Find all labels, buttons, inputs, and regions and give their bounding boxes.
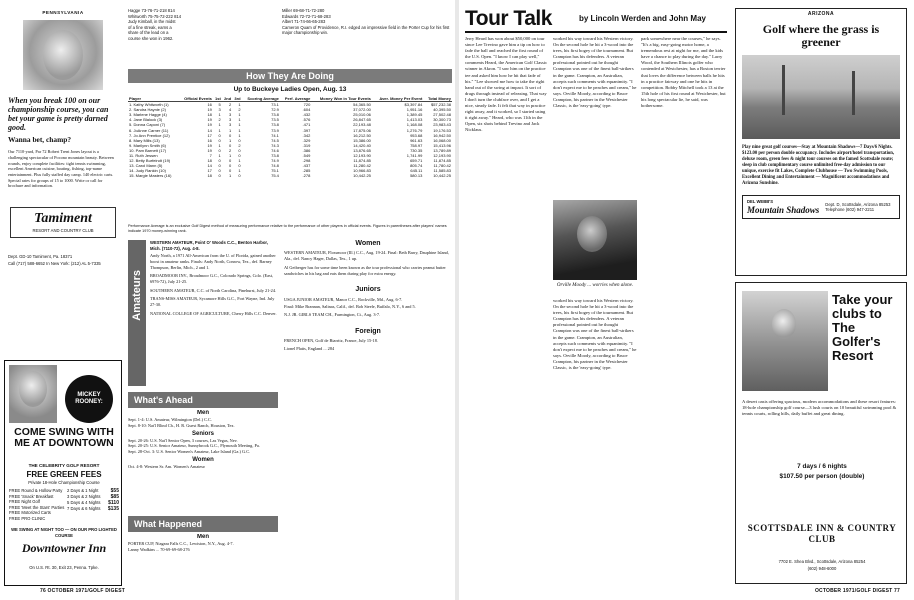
downtowner-address: On U.S. Rt. 30, Exit 23, Penna. Tpke.	[29, 565, 99, 570]
table-cell: 73.8	[271, 112, 279, 118]
mickey-rooney-badge	[65, 375, 113, 423]
table-cell: 1	[228, 153, 232, 159]
tour-talk-rule	[465, 31, 727, 33]
right-folio: OCTOBER 1971/GOLF DIGEST 77	[814, 588, 900, 594]
palm-tree-icon	[782, 65, 785, 115]
table-cell: 580.13	[410, 173, 423, 179]
ahead-item: Oct. 4-8: Western Sr. Am. Women's Amateur	[128, 464, 205, 470]
table-cell: 1	[218, 142, 221, 148]
amateur-item: SOUTHERN AMATEUR, C.C. of North Carolina, Pinehurst, July 21-24.	[150, 287, 277, 293]
table-cell: 74.3	[271, 142, 279, 148]
golf-course-photo	[742, 55, 900, 139]
table-cell: 12,193.90	[353, 153, 371, 159]
junior-item: N.J. JR. GIRLS TEAM CH., Farmington, Ct., Aug. 3-7.	[284, 312, 381, 317]
perk-item: FREE PRO CLINIC	[9, 515, 46, 521]
resort-golfer-figure	[772, 309, 796, 339]
table-cell: 3	[228, 117, 232, 123]
table-cell: 1,168.08	[406, 122, 423, 128]
tamiment-state: PENNSYLVANIA	[42, 10, 84, 15]
perks-list	[9, 488, 65, 522]
col-header: Official Events	[179, 96, 213, 102]
result-line: share of the lead on a	[128, 30, 169, 36]
table-cell: 1	[238, 132, 241, 138]
table-cell: 2. Sandra Haynie (2)	[129, 107, 166, 113]
table-cell: .549	[302, 153, 311, 159]
table-cell: 22,193.48	[353, 122, 371, 128]
earnings-body	[128, 102, 452, 179]
table-cell: 73.5	[271, 117, 279, 123]
tamiment-subhead: Wanna bet, champ?	[8, 135, 72, 145]
table-cell: 3	[218, 107, 221, 113]
table-cell: 659.71	[410, 158, 423, 164]
table-cell: 0	[238, 153, 241, 159]
table-cell: 73.9	[271, 127, 279, 133]
table-cell: 9. Marilynn Smith (6)	[129, 142, 166, 148]
table-cell: 19	[207, 142, 212, 148]
table-cell: 73.1	[271, 102, 279, 108]
how-they-are-doing-banner: How They Are Doing	[128, 69, 452, 83]
rate-label: 5 Days & 4 Nights	[67, 500, 101, 505]
women-results-label: Women	[355, 240, 381, 247]
table-cell: 0	[228, 132, 232, 138]
table-cell: 19	[207, 107, 212, 113]
col-header: Total Money	[423, 96, 452, 102]
table-cell: 19	[207, 122, 212, 128]
what-happened-banner: What Happened	[128, 516, 278, 532]
table-cell: 15,413.96	[433, 142, 451, 148]
earnings-subtitle: Up to Buckeye Ladies Open, Aug. 13	[233, 86, 347, 93]
table-cell: 73.8	[271, 122, 279, 128]
arizona-label: ARIZONA	[807, 11, 835, 17]
tamiment-logo	[10, 207, 116, 237]
table-cell: 17	[207, 132, 212, 138]
table-cell: 0	[238, 147, 241, 153]
table-cell: .298	[302, 158, 311, 164]
resort-special: 7 days / 6 nights	[797, 463, 847, 470]
women-label: Women	[192, 456, 214, 463]
mickey-rooney-photo	[9, 365, 57, 423]
free-green-fees-sub: Private 18-Hole Championship Course	[28, 480, 100, 485]
amateur-item: NATIONAL COLLEGE OF AGRICULTURE, Cherry Hills C.C. Denver.	[150, 310, 277, 316]
ahead-item: Sept. 1-4: U.S. Amateur, Wilmington (Del.) C.C.	[128, 417, 212, 423]
foreign-item: FRENCH OPEN, Golf de Biarritz, France, July 15-18.	[284, 338, 378, 344]
table-cell: 1	[238, 168, 241, 174]
table-cell: 805.74	[410, 163, 423, 169]
table-cell: 17,875.06	[353, 127, 371, 133]
table-cell: .471	[302, 122, 311, 128]
result-line: course she won in 1962.	[128, 35, 174, 41]
table-cell: 14	[207, 127, 212, 133]
table-cell: 13. Carol Mann (5)	[129, 163, 163, 169]
result-line: Hagge 73-76-71-218 814	[128, 8, 175, 13]
table-cell: 6. JoAnne Carner (11)	[129, 127, 169, 133]
table-cell: 961.63	[410, 137, 423, 143]
col-header: Scoring Average	[242, 96, 280, 102]
arizona-body: Play nine great golf courses—Stay at Mountain Shadows—7 Days/6 Nights. $123.00 per person double occupancy. Includes airport/hotel transportation, deluxe room, green fees & night tour courses on the famed Scottsdale route; sleep in club complimentary course unlimited free-day admission to our unique, exercise fit Lakes, Complete Clubhouse — Two Swimming Pools, Excellent Dining and Entertainment — Magnificent accommodations and Arizona Sunshine.	[742, 145, 895, 186]
table-cell: 23,983.43	[433, 122, 451, 128]
earnings-table	[128, 96, 452, 179]
table-cell: 10. Pam Barnett (17)	[129, 147, 167, 153]
table-cell: 953.68	[410, 132, 423, 138]
table-cell: 16,068.00	[433, 137, 451, 143]
table-cell: 0	[218, 132, 221, 138]
table-cell: .285	[302, 168, 311, 174]
table-cell: 26,847.65	[353, 117, 371, 123]
table-cell: $3,397.84	[404, 102, 423, 108]
amateur-item: BROADMOOR INV., Broadmoor G.C., Colorado Springs, Colo. (East, 6976-72), July 21-25.	[150, 273, 273, 284]
table-cell: 2	[228, 102, 232, 108]
ahead-item: Sept. 20-26: U.S. Nat'l Senior Open, 3 courses, Las Vegas, Nev.	[128, 437, 238, 443]
free-green-fees: FREE GREEN FEES	[26, 470, 102, 479]
tamiment-headline: When you break 100 on our championship course, you can bet your game is pretty darned good.	[8, 95, 109, 133]
junior-item: USGA JUNIOR AMATEUR, Manor C.C., Rockville, Md., Aug. 6-7.	[284, 296, 403, 302]
resort-phone: (602) 948-6000	[807, 566, 837, 571]
table-cell: 75.1	[271, 168, 279, 174]
downtowner-headline: COME SWING WITH ME AT DOWNTOWN	[14, 426, 114, 449]
rate-label: 7 Days & 6 Nights	[67, 506, 101, 511]
result-line: Albert 71-74-66-65-283	[282, 19, 326, 25]
result-line: Judy Kimball, in the midst	[128, 19, 176, 25]
what-happened-column	[128, 534, 278, 582]
arizona-headline: Golf where the grass is greener	[762, 22, 880, 49]
table-cell: 10,966.83	[353, 168, 371, 174]
table-cell: 0	[218, 163, 221, 169]
table-cell: 0	[218, 158, 221, 164]
table-cell: 13,876.65	[353, 147, 371, 153]
table-cell: 0	[218, 168, 221, 174]
table-cell: 1	[228, 173, 232, 179]
table-cell: 720	[303, 102, 311, 108]
rate-price: $135	[107, 506, 119, 512]
col-header: 1st	[213, 96, 222, 102]
table-cell: 18	[207, 173, 212, 179]
resort-address: 7702 E. Shea Blvd., Scottsdale, Arizona 85254	[778, 559, 866, 564]
table-cell: 3. Marlene Hagge (4)	[129, 112, 167, 118]
table-cell: 27,502.48	[433, 112, 451, 118]
right-page	[457, 0, 914, 600]
table-cell: 7. Jo Ann Prentice (12)	[129, 132, 170, 138]
downtowner-subhead: THE CELEBRITY GOLF RESORT	[28, 463, 100, 468]
table-cell: 0	[228, 168, 232, 174]
women-result-item: Al Geiberger has for some time been known as the tour professional who carries peanut butter sandwiches in his bag and eats them during play for extra energy.	[284, 264, 446, 276]
table-cell: 16,212.50	[353, 132, 371, 138]
table-cell: 1,741.99	[406, 153, 423, 159]
mountain-shadows-ad[interactable]	[735, 8, 907, 276]
col-header: Player	[128, 96, 179, 102]
table-cell: 74.6	[271, 147, 279, 153]
table-cell: 11,780.42	[433, 163, 451, 169]
table-cell: 11,874.85	[353, 158, 371, 164]
table-cell: 15,386.00	[353, 137, 371, 143]
rate-price: $85	[110, 494, 119, 500]
table-cell: 54,365.50	[353, 102, 371, 108]
table-cell: 19	[207, 117, 212, 123]
logo-text: Mountain Shadows	[747, 204, 820, 215]
tamiment-body: Our 7110-yard, Par 72 Robert Trent Jones layout is a challenging spectacular of Pocono mountain beauty. Between rounds, enjoy complete facilities: tight tennis swimming, excellent American cuisine, boating, fishing, top-name entertainment. Plus fully staffed day camp. 140 electric carts. Special rates for groups of 15 to 1000. Write or call for brochure and information.	[8, 149, 114, 189]
table-cell: 19,176.53	[433, 127, 451, 133]
amateurs-text: Andy North, a 1971 All-American from the U. of Florida, gained another boost in amateur ranks. Finals: Andy North, Conrow, Tex., def. Barney Thompson, Berlin, Mich., 2 and 1.	[150, 253, 276, 270]
table-cell: 2	[238, 107, 241, 113]
table-cell: 16	[207, 102, 212, 108]
arizona-address: Dept. D, Scottsdale, Arizona 85253	[825, 201, 891, 207]
resort-price: $107.50 per person (double)	[779, 473, 865, 480]
table-cell: 0	[238, 137, 241, 143]
table-cell: 1	[218, 153, 221, 159]
table-cell: 1	[218, 127, 221, 133]
table-cell: 74.8	[271, 163, 279, 169]
rate-label: 2 Days & 1 Night	[67, 488, 99, 493]
downtowner-ad[interactable]	[4, 360, 122, 586]
table-cell: 1	[228, 127, 232, 133]
table-cell: 14,420.40	[353, 142, 371, 148]
rate-label: 3 Days & 2 Nights	[67, 494, 101, 499]
earnings-footnote: Performance Average is an exclusive Golf Digest method of measuring performance relative to the performance of other players in official events. Figures in parentheses after players' names indicate 1970 money-winning rank.	[128, 224, 447, 233]
rates-list	[67, 488, 119, 512]
col-header: 3rd	[232, 96, 241, 102]
table-cell: 11,874.85	[433, 158, 451, 164]
amateurs-headline: WESTERN AMATEUR, Point O' Woods C.C., Benton Harbor, Mich. (7110-72), Aug. 4-8.	[150, 240, 268, 251]
table-cell: 3	[228, 112, 232, 118]
tour-talk-title: Tour Talk	[465, 7, 552, 30]
table-cell: 1	[218, 122, 221, 128]
table-cell: 11. Ruth Jessen	[129, 153, 158, 159]
rate-price: $55	[110, 488, 119, 494]
table-cell: 1	[238, 127, 241, 133]
table-cell: 7	[209, 153, 212, 159]
tamiment-contact: Dept. GD-10 Tamiment, Pa. 18371	[8, 253, 73, 259]
result-line: Cameron Quam of Providence, R.I. edged an impressive field in the Porter Cup for his first major championship win.	[282, 24, 450, 36]
table-cell: 16	[207, 137, 212, 143]
table-cell: 18	[207, 158, 212, 164]
tour-talk-col-2-cont: worked his way toward his Western victory. On the second hole he hit a 3-wood into the trees, his first bogey of the tournament. But Crampton has his defenders. A veteran professional pointed out he thought Crampton was one of the finest ball-strikers in the game. Crampton, an Australian, accepts such comments with equanimity. "I don't expect me to be peaches and cream," he says. Orville Moody, according to Bruce Crampton, his partner in the Westchester Classic, is the 'easy-going' type.	[553, 298, 637, 371]
table-cell: 11,280.42	[353, 163, 371, 169]
orville-moody-photo	[553, 200, 637, 280]
col-header: Perf. Average	[280, 96, 311, 102]
photo-caption: Orville Moody ... worries when alone.	[556, 283, 634, 288]
table-cell: 8. Mary Mills (13)	[129, 137, 160, 143]
results-top-right	[282, 8, 452, 68]
table-cell: 10,442.25	[353, 173, 371, 179]
amateurs-band	[128, 240, 146, 386]
result-line: Whitworth 75-75-72-222 814	[128, 13, 182, 19]
col-header: 2nd	[222, 96, 232, 102]
tamiment-phone: Call (717) 588-6652 In New York: (212) AL 5-7335	[8, 261, 101, 267]
women-result-item: WESTERN AMATEUR, Flossmoor (Ill.) C.C., Aug. 19-24. Final: Beth Barry, Dauphine Island, Ala., def. Nancy Hager, Dallas, Tex., 1 up.	[284, 250, 449, 262]
tamiment-ad[interactable]	[4, 8, 122, 311]
foreign-label: Foreign	[355, 327, 381, 335]
table-cell: .329	[302, 137, 311, 143]
resort-headline: Take your clubs to The Golfer's Resort	[832, 292, 893, 363]
logo-pre: DEL WEBB'S	[747, 199, 774, 204]
table-cell: 25,010.06	[353, 112, 371, 118]
table-cell: .342	[302, 132, 311, 138]
result-line: Edwards 72-72-71-68-283	[282, 13, 331, 19]
table-cell: 730.35	[410, 147, 423, 153]
table-cell: 1	[238, 112, 241, 118]
tour-talk-col-3: park somewhere near the courses," he says. "It's a big, easy-going motor home, a tremendous rest at night for me, and the kids have a chance to play during the day." Larry Wood, the Southern Illinois golfer who contended at Westchester, has a Boston terrier that loves the difference between balls he hits in a practice fairway and one he hits in competition. Bobby Mitchell took a 13 at the 15th hole of his first round at Westchester, but his long spectacular lie, he said, was bothersome.	[641, 36, 726, 109]
table-cell: 30,300.73	[433, 117, 451, 123]
table-cell: .604	[302, 107, 311, 113]
perk-item: FREE Round & Hollow Party	[9, 488, 63, 493]
tour-talk-col-1: Jerry Heard has won about $50,000 on tour since Lee Trevino gave him a tip on how to fade the ball and reached the first round of the U.S. Open. "I know I can play well," comments Heard, the American Golf Classic winner in Akron. "I saw him on the practice tee and asked him how he hit that fade of his." "Lee showed me how to take the right hand out of the swing at impact. It sort of drags through instead of releasing. That way I don't turn the clubface over, and I get a nice, steady fade. It felt that way in practice right away, and it worked, so I started using it right away." Heard, who was 11th in the Open, six shots behind Trevino and Jack Nicklaus.	[465, 36, 548, 133]
resort-logo: SCOTTSDALE INN & COUNTRY CLUB	[747, 523, 897, 544]
men-label: Men	[197, 410, 209, 416]
table-cell: 37,072.00	[353, 107, 371, 113]
table-cell: 2	[228, 147, 232, 153]
table-cell: 0	[218, 173, 221, 179]
result-line: of a fine streak, earns a	[128, 24, 172, 30]
table-cell: 0	[218, 147, 221, 153]
resort-body: A desert oasis offering spacious, modern accommodations and these resort features: 18-hole championship golf course—3 lush courts on 10 beautiful swimming pool & tennis courts, rolling hills, daily buffet and great dining.	[742, 399, 897, 416]
scottsdale-inn-ad[interactable]	[735, 282, 907, 584]
table-cell: 19	[207, 147, 212, 153]
table-cell: 10,442.25	[433, 173, 451, 179]
happened-result: Lanny Wadkins ... 70-69-69-68-276	[128, 546, 190, 552]
tamiment-logo-sub: RESORT AND COUNTRY CLUB	[32, 227, 94, 233]
table-cell: 5. Donna Caponi (7)	[129, 122, 166, 128]
tour-talk-col-2: worked his way toward his Western victory. On the second hole he hit a 3-wood into the trees, his first bogey of the tournament. But Crampton has his defenders. A veteran professional pointed out he thought Crampton was one of the finest ball-strikers in the game. Crampton, an Australian, accepts such comments with equanimity. "I don't expect me to be peaches and cream," he says. Orville Moody, according to Bruce Crampton, his partner in the Westchester Classic, is the 'easy-going' type.	[553, 36, 637, 109]
table-cell: 1	[218, 112, 221, 118]
amateurs-label: Amateurs	[131, 270, 143, 321]
table-cell: 758.97	[410, 142, 423, 148]
table-cell: 0	[218, 137, 221, 143]
table-row	[128, 173, 452, 178]
ahead-item: Sept. 8-10: Nat'l Blind Ch., H. R. Guest Ranch, Houston, Tex.	[128, 422, 235, 428]
table-cell: 0	[238, 173, 241, 179]
table-cell: .386	[302, 147, 311, 153]
table-cell: .432	[302, 112, 311, 118]
amateur-item: TRANS-MISS AMATEUR, Sycamore Hills G.C., Fort Wayne, Ind. July 27-30.	[150, 296, 275, 308]
table-cell: .319	[302, 142, 311, 148]
table-cell: .576	[302, 117, 311, 123]
table-cell: 14. Judy Rankin (10)	[129, 168, 166, 174]
table-cell: 1	[238, 158, 241, 164]
table-cell: 1. Kathy Whitworth (1)	[129, 102, 169, 108]
badge-text: MICKEY ROONEY:	[75, 392, 103, 405]
table-cell: 1	[238, 102, 241, 108]
table-cell: 4	[228, 107, 232, 113]
downtowner-cta: WE SWING AT NIGHT TOO — ON OUR PRO LIGHTED COURSE	[11, 527, 117, 538]
perk-item: FREE 'Meet the Stars' Parties	[9, 504, 65, 510]
table-cell: 13,789.89	[433, 147, 451, 153]
perk-item: FREE 'Snack' Breakfast	[9, 493, 54, 499]
table-cell: 0	[228, 142, 232, 148]
rooney-face	[19, 371, 47, 407]
table-cell: 74.5	[271, 137, 279, 143]
table-cell: 72.9	[271, 107, 279, 113]
table-cell: 3	[228, 122, 232, 128]
table-cell: 40,395.50	[433, 107, 451, 113]
col-header: Aver. Money Per Event	[372, 96, 423, 102]
happened-men-label: Men	[197, 534, 209, 540]
table-cell: .397	[302, 127, 311, 133]
mountain-shadows-logo	[742, 195, 900, 219]
earnings-table-wrap	[128, 96, 452, 222]
foreign-item: Lionel Platts, England ... 284	[284, 345, 335, 351]
juniors-label: Juniors	[355, 286, 381, 294]
table-cell: 12. Betty Burfeindt (19)	[129, 158, 171, 164]
table-cell: 2	[218, 117, 221, 123]
moody-face	[577, 216, 607, 252]
table-cell: 18	[207, 112, 212, 118]
table-cell: 15. Margie Masters (16)	[129, 173, 172, 179]
table-cell: 14	[207, 163, 212, 169]
table-cell: 5	[218, 102, 221, 108]
arizona-phone: Telephone (602) 947-2211	[825, 207, 875, 213]
table-cell: 4. Jane Blalock (3)	[129, 117, 163, 123]
ahead-item: Sept. 28-Oct. 3: U.S. Senior Women's Amateur, Lake Island (Ga.) G.C.	[128, 449, 251, 455]
table-cell: 0	[228, 163, 232, 169]
perk-item: FREE Motorized Carts	[9, 510, 51, 516]
resort-golfer-photo	[742, 291, 828, 391]
results-right-column	[284, 240, 452, 585]
rate-price: $110	[108, 500, 119, 506]
table-cell: $57,232.38	[430, 102, 451, 108]
downtowner-logo: Downtowner Inn	[21, 541, 107, 555]
tour-talk-byline: by Lincoln Werden and John May	[579, 14, 706, 23]
table-cell: 2	[238, 142, 241, 148]
table-cell: 1	[238, 117, 241, 123]
seniors-label: Seniors	[191, 430, 214, 437]
table-cell: 1	[238, 122, 241, 128]
result-line: Miller 69-68-71-72-280	[282, 8, 325, 13]
table-cell: 1,276.79	[406, 127, 423, 133]
table-cell: .278	[302, 173, 311, 179]
palm-tree-icon	[852, 71, 855, 115]
whats-ahead-column	[128, 410, 278, 510]
table-cell: 73.8	[271, 153, 279, 159]
amateurs-column	[150, 240, 278, 388]
tamiment-logo-text: Tamiment	[34, 211, 92, 227]
table-cell: 0	[238, 163, 241, 169]
table-cell: 17	[207, 168, 212, 174]
col-header: Money Won in Tour Events	[311, 96, 372, 102]
happened-entry: PORTER CUP, Niagara Falls C.C., Lewiston, N.Y., Aug. 4-7.	[128, 541, 234, 547]
tour-talk-col-2b	[553, 298, 637, 584]
table-cell: 0	[228, 158, 232, 164]
table-cell: 1,413.03	[406, 117, 423, 123]
whats-ahead-banner: What's Ahead	[128, 392, 278, 408]
table-cell: 645.11	[410, 168, 423, 174]
table-cell: 1,389.45	[406, 112, 423, 118]
table-cell: 74.1	[271, 132, 279, 138]
left-folio: 76 OCTOBER 1971/GOLF DIGEST	[40, 588, 126, 594]
table-cell: 12,193.90	[433, 153, 451, 159]
golfer-portrait-photo	[23, 20, 103, 90]
table-cell: 16,942.50	[433, 132, 451, 138]
table-cell: .437	[302, 163, 311, 169]
table-cell: 74.9	[271, 158, 279, 164]
table-cell: 75.4	[271, 173, 279, 179]
perk-item: FREE Night Golf	[9, 499, 40, 505]
table-cell: 11,585.83	[433, 168, 451, 174]
golfer-face	[43, 30, 83, 80]
table-cell: 1	[228, 137, 232, 143]
junior-item: Final: Mike Brannan, Salinas, Calif., def. Bob Steele, Buffalo, N.Y., 6 and 5.	[284, 304, 416, 310]
ahead-item: Sept. 20-25: U.S. Senior Amateur, Sunnybrook G.C., Plymouth Meeting, Pa.	[128, 443, 260, 449]
results-top	[128, 8, 278, 68]
table-cell: 1,951.16	[406, 107, 423, 113]
